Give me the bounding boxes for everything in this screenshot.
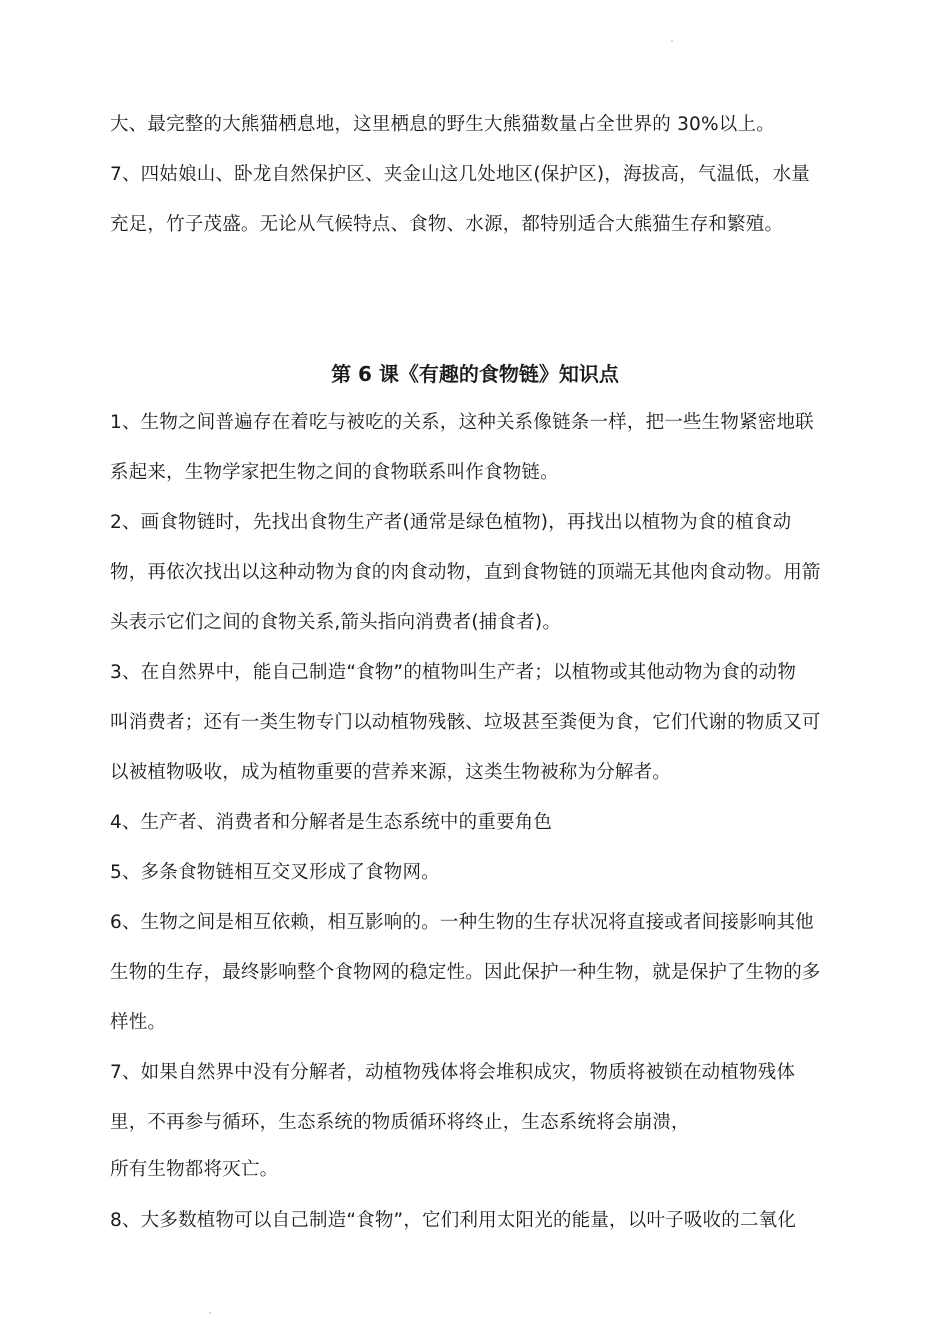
paragraph-line: 7、四姑娘山、卧龙自然保护区、夹金山这几处地区(保护区)，海拔高，气温低，水量 <box>110 164 811 185</box>
paragraph-line: 样性。 <box>110 1012 167 1033</box>
paragraph-line: 6、生物之间是相互依赖，相互影响的。一种生物的生存状况将直接或者间接影响其他 <box>110 912 814 933</box>
paragraph-line: 物，再依次找出以这种动物为食的肉食动物，直到食物链的顶端无其他肉食动物。用箭 <box>110 562 821 583</box>
paragraph-line: 所有生物都将灭亡。 <box>110 1159 279 1180</box>
paragraph-line: 1、生物之间普遍存在着吃与被吃的关系，这种关系像链条一样，把一些生物紧密地联 <box>110 412 814 433</box>
paragraph-line: 生物的生存，最终影响整个食物网的稳定性。因此保护一种生物，就是保护了生物的多 <box>110 962 821 983</box>
paragraph-line: 以被植物吸收，成为植物重要的营养来源，这类生物被称为分解者。 <box>110 762 672 783</box>
paragraph-line: 大、最完整的大熊猫栖息地，这里栖息的野生大熊猫数量占全世界的 30%以上。 <box>110 114 775 135</box>
paragraph-line: 8、大多数植物可以自己制造“食物”，它们利用太阳光的能量，以叶子吸收的二氧化 <box>110 1210 797 1231</box>
paragraph-line: 3、在自然界中，能自己制造“食物”的植物叫生产者；以植物或其他动物为食的动物 <box>110 662 797 683</box>
paragraph-line: 里，不再参与循环，生态系统的物质循环将终止，生态系统将会崩溃， <box>110 1112 690 1133</box>
paragraph-line: 5、多条食物链相互交叉形成了食物网。 <box>110 862 440 883</box>
paragraph-line: 系起来，生物学家把生物之间的食物联系叫作食物链。 <box>110 462 559 483</box>
section-title: 第 6 课《有趣的食物链》知识点 <box>331 362 619 386</box>
scan-speck <box>671 40 673 42</box>
paragraph-line: 充足，竹子茂盛。无论从气候特点、食物、水源，都特别适合大熊猫生存和繁殖。 <box>110 214 784 235</box>
paragraph-line: 2、画食物链时，先找出食物生产者(通常是绿色植物)，再找出以植物为食的植食动 <box>110 512 792 533</box>
paragraph-line: 头表示它们之间的食物关系,箭头指向消费者(捕食者)。 <box>110 612 562 633</box>
paragraph-line: 4、生产者、消费者和分解者是生态系统中的重要角色 <box>110 812 553 833</box>
paragraph-line: 叫消费者；还有一类生物专门以动植物残骸、垃圾甚至粪便为食，它们代谢的物质又可 <box>110 712 821 733</box>
scan-speck <box>209 1312 211 1314</box>
paragraph-line: 7、如果自然界中没有分解者，动植物残体将会堆积成灾，物质将被锁在动植物残体 <box>110 1062 796 1083</box>
